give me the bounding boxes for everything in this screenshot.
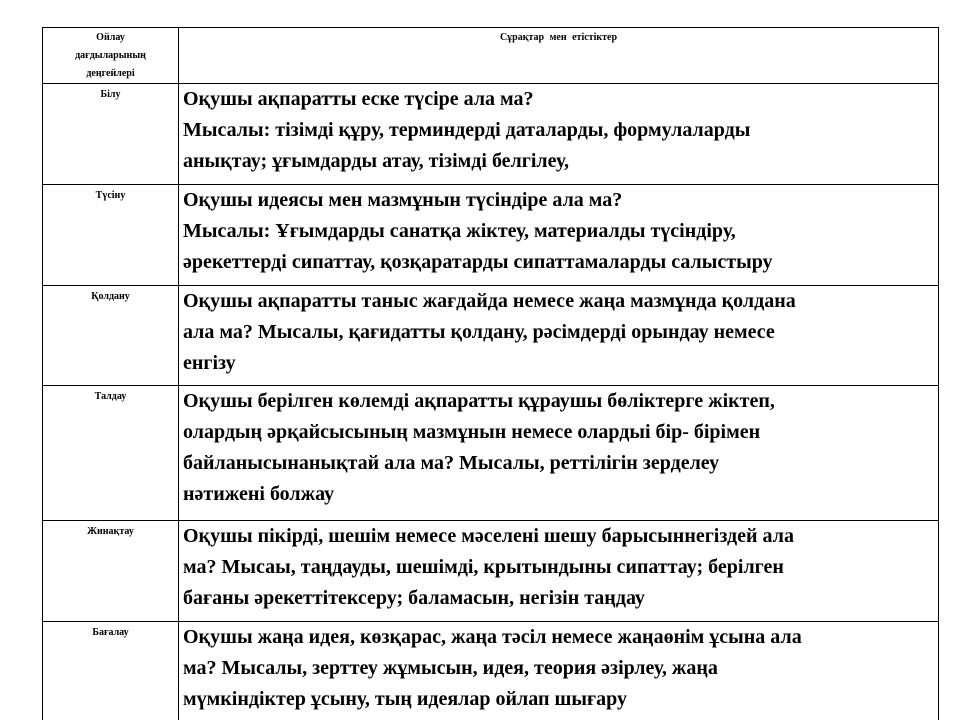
description-line: Оқушы ақпаратты еске түсіре ала ма? — [183, 88, 534, 110]
description-line: байланысынанықтай ала ма? Мысалы, реттілігін зерделеу — [183, 452, 720, 474]
table-row — [43, 286, 939, 386]
level-name-cell: Қолдану — [43, 286, 179, 386]
description-line: Оқушы ақпаратты таныс жағдайда немесе жаңа мазмұнда қолдана — [183, 290, 796, 312]
description-line: мүмкіндіктер ұсыну, тың идеялар ойлап шығару — [183, 688, 627, 710]
description-line: ма? Мысаы, таңдауды, шешімді, крытындыны сипаттау; берілген — [183, 556, 784, 578]
table-row — [43, 84, 939, 185]
description-line: енгізу — [183, 352, 236, 374]
description-line: Оқушы пікірді, шешім немесе мәселені шешу барысыннегіздей ала — [183, 525, 794, 547]
description-line: ала ма? Мысалы, қағидатты қолдану, рәсімдерді орындау немесе — [183, 321, 775, 343]
description-line: Мысалы: Ұғымдарды санатқа жіктеу, материалды түсіндіру, — [183, 220, 736, 242]
description-line: Оқушы берілген көлемді ақпаратты құраушы бөліктерге жіктеп, — [183, 390, 775, 412]
level-description-cell — [179, 84, 939, 185]
header-levels-line: Ойлау — [96, 32, 125, 43]
level-name-cell: Бағалау — [43, 622, 179, 720]
header-levels-line: дағдыларының — [75, 50, 146, 61]
table-header-row — [43, 28, 939, 84]
level-name-cell: Жинақтау — [43, 521, 179, 622]
description-line: бағаны әрекеттітексеру; баламасын, негізін таңдау — [183, 587, 645, 609]
table-row — [43, 622, 939, 720]
header-questions-cell: Сұрақтар мен етістіктер — [179, 28, 939, 84]
description-line: анықтау; ұғымдарды атау, тізімді белгілеу, — [183, 150, 570, 172]
description-line: Оқушы жаңа идея, көзқарас, жаңа тәсіл немесе жаңаөнім ұсына ала — [183, 626, 802, 648]
description-line: нәтижені болжау — [183, 483, 335, 505]
header-levels-cell — [43, 28, 179, 84]
table-row — [43, 386, 939, 521]
level-description-cell — [179, 386, 939, 521]
description-line: әрекеттерді сипаттау, қозқаратарды сипаттамаларды салыстыру — [183, 251, 773, 273]
description-line: олардың әрқайсысының мазмұнын немесе олардыі бір- бірімен — [183, 421, 761, 443]
table-row — [43, 521, 939, 622]
description-line: ма? Мысалы, зерттеу жұмысын, идея, теория әзірлеу, жаңа — [183, 657, 718, 679]
level-name-cell: Білу — [43, 84, 179, 185]
level-name-cell: Талдау — [43, 386, 179, 521]
level-description-cell — [179, 286, 939, 386]
table-row — [43, 185, 939, 286]
description-line: Оқушы идеясы мен мазмұнын түсіндіре ала ма? — [183, 189, 623, 211]
header-levels-line: деңгейлері — [86, 68, 135, 79]
level-description-cell — [179, 185, 939, 286]
level-description-cell — [179, 622, 939, 720]
description-line: Мысалы: тізімді құру, терминдерді даталарды, формулаларды — [183, 119, 751, 141]
thinking-levels-table — [42, 27, 939, 720]
level-name-cell: Түсіну — [43, 185, 179, 286]
level-description-cell — [179, 521, 939, 622]
